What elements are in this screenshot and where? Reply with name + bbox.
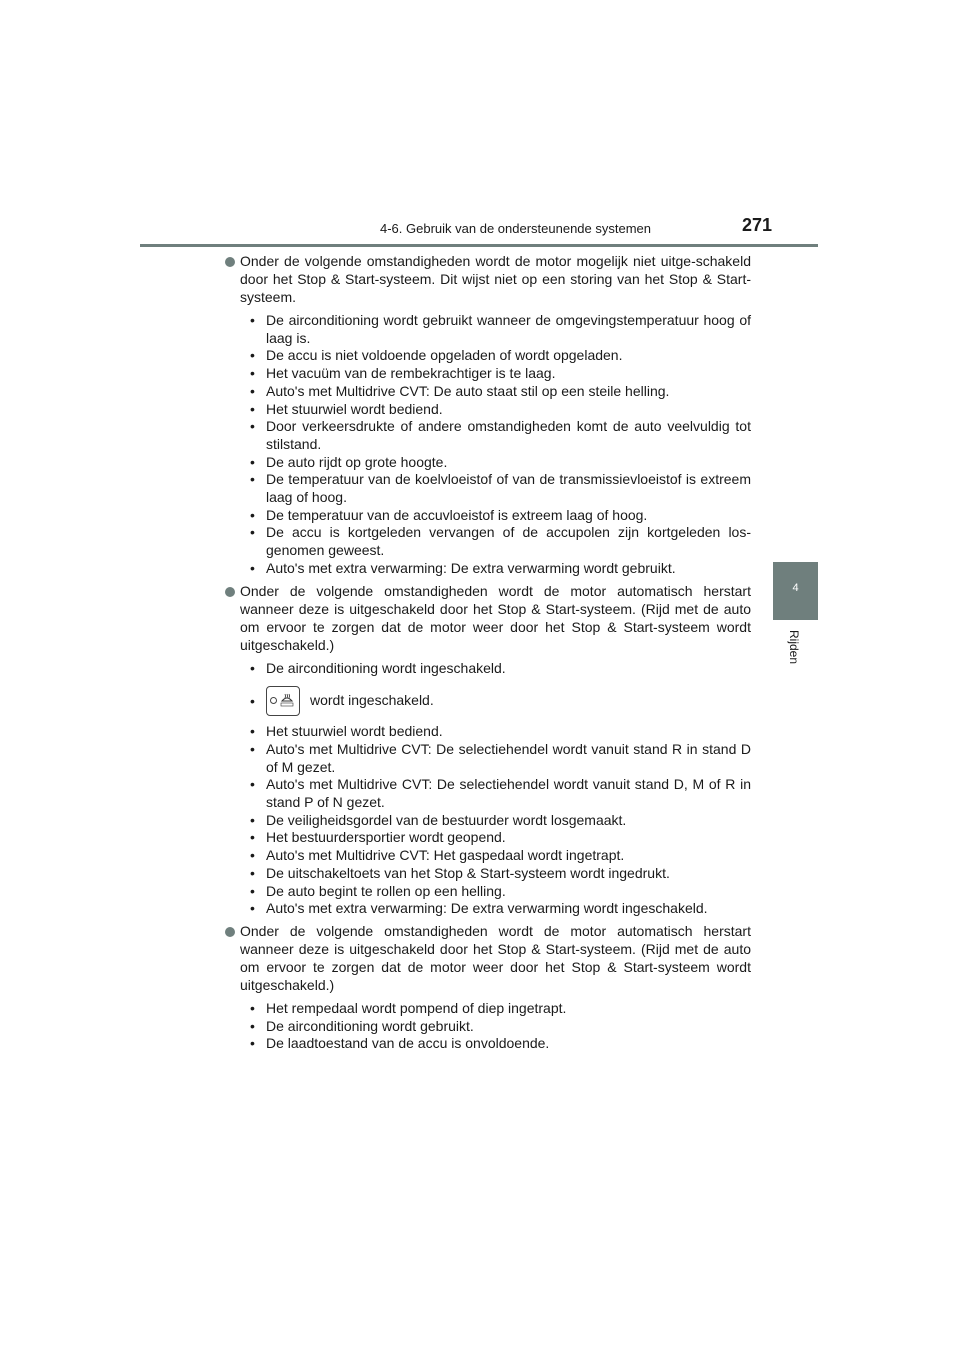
page-content bbox=[223, 252, 751, 1057]
list-item: • De airconditioning wordt gebruikt wanneer de omgevingstemperatuur hoog of laag is. bbox=[250, 312, 751, 346]
list-item: • De airconditioning wordt ingeschakeld. bbox=[250, 659, 506, 676]
chapter-label: Rijden bbox=[787, 630, 801, 665]
section-2 bbox=[223, 582, 751, 918]
list-item: • Het stuurwiel wordt bediend. bbox=[250, 723, 443, 740]
list-item: • Auto's met Multidrive CVT: De selectiehendel wordt vanuit stand R in stand D of M gezet. bbox=[250, 740, 751, 775]
section-text: Onder de volgende omstandigheden wordt de motor mogelijk niet uitge-schakeld door het Stop & Start-systeem. Dit wijst niet op een storing van het Stop & Start-systeem. bbox=[240, 253, 751, 305]
list-item: • De auto begint te rollen op een helling. bbox=[250, 882, 506, 899]
list-item: • Auto's met extra verwarming: De extra verwarming wordt ingeschakeld. bbox=[250, 900, 708, 917]
list-item: • Door verkeersdrukte of andere omstandigheden komt de auto veelvuldig tot stilstand. bbox=[250, 418, 751, 452]
list-item: • De temperatuur van de koelvloeistof of van de transmissievloeistof is extreem laag of hoog. bbox=[250, 471, 751, 506]
list-item: • Het rempedaal wordt pompend of diep ingetrapt. bbox=[250, 999, 567, 1016]
list-item: • Auto's met Multidrive CVT: De selectiehendel wordt vanuit stand D, M of R in stand P of N gezet. bbox=[250, 776, 751, 811]
bullet-list bbox=[240, 312, 751, 578]
chapter-tab bbox=[773, 562, 818, 620]
list-item: • De veiligheidsgordel van de bestuurder wordt losgemaakt. bbox=[250, 811, 627, 828]
list-item: • De uitschakeltoets van het Stop & Start-systeem wordt ingedrukt. bbox=[250, 864, 670, 881]
list-item: • De laadtoestand van de accu is onvoldoende. bbox=[250, 1035, 550, 1052]
bullet-list bbox=[240, 660, 751, 918]
section-title: 4-6. Gebruik van de ondersteunende systemen bbox=[380, 221, 652, 236]
chapter-number: 4 bbox=[792, 582, 799, 594]
list-item: • Het stuurwiel wordt bediend. bbox=[250, 400, 443, 417]
section-bullet-icon bbox=[225, 257, 235, 267]
section-bullet-icon bbox=[225, 587, 235, 597]
list-item: • Auto's met Multidrive CVT: De auto staat stil op een steile helling. bbox=[250, 382, 670, 399]
list-item: • Het vacuüm van de rembekrachtiger is te laag. bbox=[250, 365, 556, 382]
section-text: Onder de volgende omstandigheden wordt de motor automatisch herstart wanneer deze is uitgeschakeld door het Stop & Start-systeem. (Rijd met de auto om ervoor te zorgen dat de motor weer door het Stop & Start-systeem wordt uitgeschakeld.) bbox=[240, 922, 751, 993]
header-divider bbox=[140, 244, 818, 247]
list-item: • Het bestuurdersportier wordt geopend. bbox=[250, 829, 506, 846]
section-3 bbox=[223, 922, 751, 1053]
list-item: • wordt ingeschakeld. bbox=[240, 685, 751, 717]
list-item: • Auto's met extra verwarming: De extra verwarming wordt gebruikt. bbox=[250, 559, 676, 576]
front-defroster-button-icon bbox=[266, 686, 300, 716]
bullet-list bbox=[240, 1000, 751, 1053]
list-item: • De airconditioning wordt gebruikt. bbox=[250, 1017, 474, 1034]
list-item: • Auto's met Multidrive CVT: Het gaspedaal wordt ingetrapt. bbox=[250, 847, 625, 864]
list-item: • De accu is niet voldoende opgeladen of wordt opgeladen. bbox=[250, 347, 623, 364]
defroster-icon bbox=[280, 692, 294, 708]
page-number: 271 bbox=[742, 215, 773, 235]
section-bullet-icon bbox=[225, 927, 235, 937]
list-item: • De auto rijdt op grote hoogte. bbox=[250, 453, 448, 470]
list-item: • De temperatuur van de accuvloeistof is extreem laag of hoog. bbox=[250, 506, 648, 523]
section-1 bbox=[223, 252, 751, 578]
list-item: • De accu is kortgeleden vervangen of de accupolen zijn kortgeleden los-genomen geweest. bbox=[250, 524, 751, 559]
section-text: Onder de volgende omstandigheden wordt de motor automatisch herstart wanneer deze is uitgeschakeld door het Stop & Start-systeem. (Rijd met de auto om ervoor te zorgen dat de motor weer door het Stop & Start-systeem wordt uitgeschakeld.) bbox=[240, 582, 751, 653]
